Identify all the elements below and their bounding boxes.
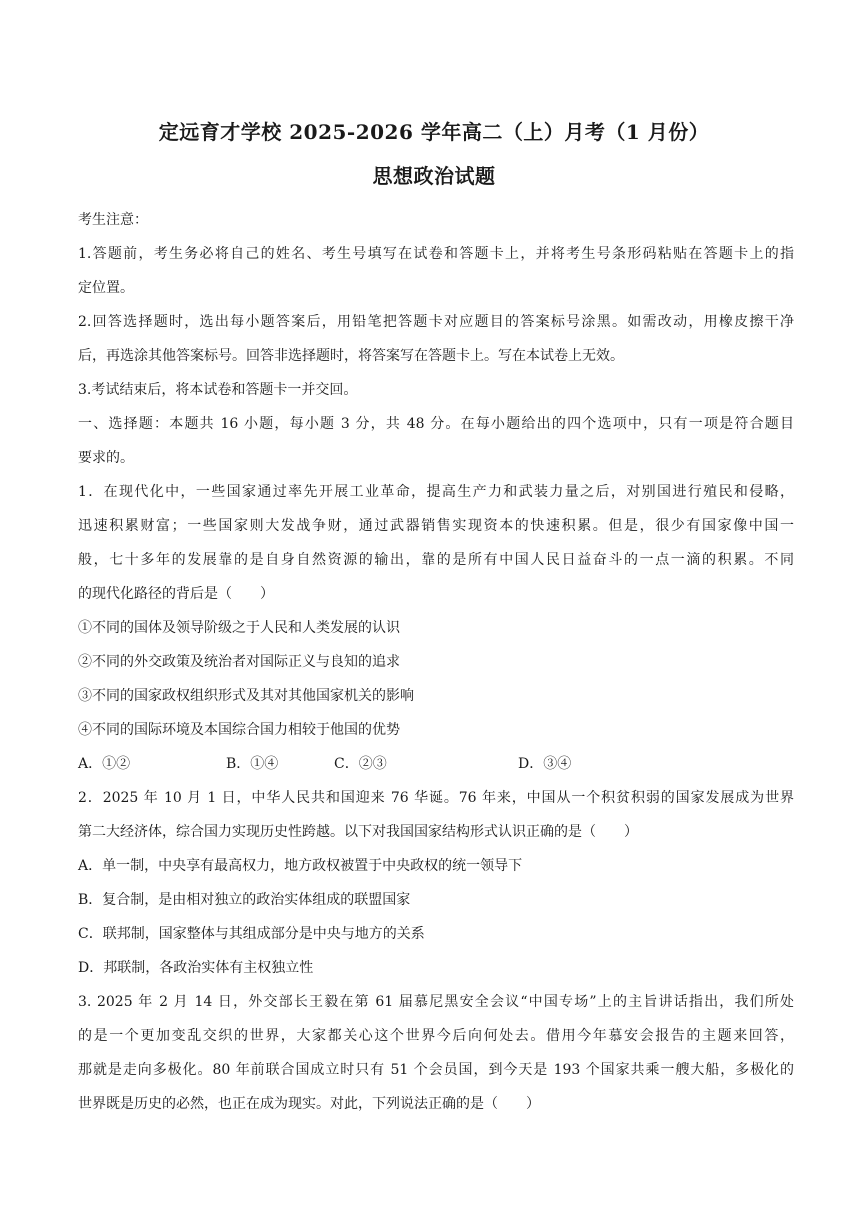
notice-item-2-line-1: 2.回答选择题时，选出每小题答案后，用铅笔把答题卡对应题目的答案标号涂黑。如需改动，用橡皮擦干净	[78, 314, 794, 330]
exam-subject-title: 思想政治试题	[372, 164, 496, 188]
question-1-stem-line-3: 般，七十多年的发展靠的是自身自然资源的输出，靠的是所有中国人民日益奋斗的一点一滴的积累。不同	[78, 552, 794, 568]
question-3-stem-line-3: 那就是走向多极化。80 年前联合国成立时只有 51 个会员国，到今天是 193 个国家共乘一艘大船，多极化的	[78, 1062, 794, 1078]
question-1-stem-line-2: 迅速积累财富；一些国家则大发战争财，通过武器销售实现资本的快速积累。但是，很少有国家像中国一	[78, 518, 794, 534]
question-1-statement-1: ①不同的国体及领导阶级之于人民和人类发展的认识	[78, 620, 400, 636]
exam-body	[78, 203, 794, 1121]
question-1-statement-4: ④不同的国际环境及本国综合国力相较于他国的优势	[78, 722, 400, 738]
question-2-option-d: D．邦联制，各政治实体有主权独立性	[78, 960, 314, 976]
question-1-options	[78, 747, 794, 781]
question-3-stem-line-2: 的是一个更加变乱交织的世界，大家都关心这个世界今后向何处去。借用今年慕安会报告的主题来回答，	[78, 1028, 794, 1044]
question-1-stem-line-4: 的现代化路径的背后是（ ）	[78, 586, 274, 602]
notice-heading: 考生注意：	[78, 212, 148, 228]
question-2-option-b: B．复合制，是由相对独立的政治实体组成的联盟国家	[78, 892, 411, 908]
notice-item-3: 3.考试结束后，将本试卷和答题卡一并交回。	[78, 382, 358, 398]
question-1-option-c: C．②③	[334, 756, 387, 772]
section-1-intro-line-2: 要求的。	[78, 450, 134, 466]
question-1-option-a: A．①②	[78, 756, 131, 772]
question-3-stem-line-1: 3. 2025 年 2 月 14 日，外交部长王毅在第 61 届慕尼黑安全会议“中国专场”上的主旨讲话指出，我们所处	[78, 994, 794, 1010]
exam-title: 定远育才学校 2025-2026 学年高二（上）月考（1 月份）	[158, 120, 710, 144]
question-2-stem-line-1: 2．2025 年 10 月 1 日，中华人民共和国迎来 76 华诞。76 年来，中国从一个积贫积弱的国家发展成为世界	[78, 790, 794, 806]
question-2-stem-line-2: 第二大经济体，综合国力实现历史性跨越。以下对我国国家结构形式认识正确的是（ ）	[78, 824, 638, 840]
question-2-option-a: A．单一制，中央享有最高权力，地方政权被置于中央政权的统一领导下	[78, 858, 523, 874]
question-1-option-b: B．①④	[226, 756, 279, 772]
question-1-option-d: D．③④	[518, 756, 572, 772]
question-1-statement-2: ②不同的外交政策及统治者对国际正义与良知的追求	[78, 654, 400, 670]
notice-item-1-line-1: 1.答题前，考生务必将自己的姓名、考生号填写在试卷和答题卡上，并将考生号条形码粘贴在答题卡上的指	[78, 246, 794, 262]
question-2-option-c: C．联邦制，国家整体与其组成部分是中央与地方的关系	[78, 926, 425, 942]
notice-item-1-line-2: 定位置。	[78, 280, 134, 296]
section-1-intro-line-1: 一、选择题：本题共 16 小题，每小题 3 分，共 48 分。在每小题给出的四个选项中，只有一项是符合题目	[78, 416, 794, 432]
question-1-stem-line-1: 1．在现代化中，一些国家通过率先开展工业革命，提高生产力和武装力量之后，对别国进行殖民和侵略，	[78, 484, 794, 500]
notice-item-2-line-2: 后，再选涂其他答案标号。回答非选择题时，将答案写在答题卡上。写在本试卷上无效。	[78, 348, 624, 364]
question-3-stem-line-4: 世界既是历史的必然，也正在成为现实。对此，下列说法正确的是（ ）	[78, 1096, 540, 1112]
question-1-statement-3: ③不同的国家政权组织形式及其对其他国家机关的影响	[78, 688, 414, 704]
